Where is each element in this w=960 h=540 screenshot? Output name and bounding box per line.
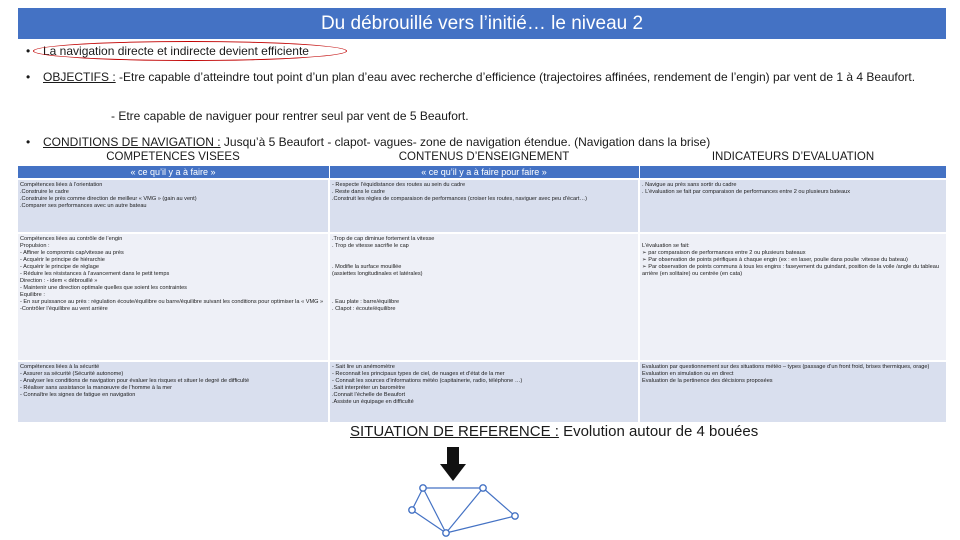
cell-competences: Compétences liées à la sécurité - Assurer sa sécurité (Sécurité autonome) - Analyser les conditions de navigation pour évaluer les risques et situer le degré de difficulté - Réaliser sans assistance la manœuvre de l’homme à la mer - Connaître les signes de fatigue en navigation — [20, 364, 250, 398]
situation-reference — [350, 423, 758, 441]
buoy-icon — [512, 513, 518, 519]
table-header-row — [18, 151, 946, 166]
bullet-navigation-text: La navigation directe et indirecte devient efficiente — [43, 44, 309, 58]
table-row — [18, 234, 946, 360]
objectifs-text: -Etre capable d’atteindre tout point d’un plan d’eau avec recherche d’efficience (trajectoires affinées, rendement de l’engin) par vent de 1 à 4 Beaufort. — [115, 70, 916, 84]
cell-indicateurs: L’évaluation se fait: ➢ par comparaison de performances entre 2 ou plusieurs bateaux ➢ Par observation de points périfiques à chaque engin (ex : en laser, poulie dans poulie :vitesse du bateau) ➢ Par observation de points communs à tous les engins : faseyement du guindant, position de la voile /angle du tableau arrière (en solitaire) ou centrée (en cata) — [642, 243, 939, 277]
cell-indicateurs: . Navigue au près sans sortir du cadre . L’évaluation se fait par comparaison de performances entre 2 ou plusieurs bateaux — [642, 182, 851, 195]
down-arrow-icon — [440, 447, 466, 481]
table-row — [18, 180, 946, 232]
conditions-text: Jusqu’à 5 Beaufort - clapot- vagues- zone de navigation étendue. (Navigation dans la brise) — [220, 135, 711, 149]
table-row — [18, 362, 946, 422]
bullet-dot: • — [26, 70, 31, 84]
buoy-icon — [480, 485, 486, 491]
header-competences: COMPETENCES VISEES — [106, 151, 240, 163]
table-subheader-band — [18, 166, 946, 178]
cell-contenus: .Trop de cap diminue fortement la vitesse . Trop de vitesse sacrifie le cap . Modifie la surface mouillée (assiettes longitudinales et latérales) . Eau plate : barre/équilibre . Clapot : écoute/équilibre — [332, 236, 435, 312]
conditions-label: CONDITIONS DE NAVIGATION : — [43, 135, 221, 149]
slide-title: Du débrouillé vers l’initié… le niveau 2 — [18, 8, 946, 39]
objectifs-label: OBJECTIFS : — [43, 70, 116, 84]
buoy-course-diagram — [365, 478, 565, 538]
situation-text: Evolution autour de 4 bouées — [558, 423, 759, 440]
cell-indicateurs: Evaluation par questionnement sur des situations météo – types (passage d’un front froid, brises thermiques, orage) Evaluation en simulation ou en direct Evaluation de la pertinence des décisions proposées — [642, 364, 930, 384]
band-divider — [639, 166, 640, 178]
header-contenus: CONTENUS D’ENSEIGNEMENT — [398, 151, 570, 163]
cell-competences: Compétences liées à l’orientation .Construire le cadre .Construire le près comme direction de meilleur « VMG » (gain au vent) .Comparer ses performances avec un autre bateau — [20, 182, 197, 209]
subheader-contenus: « ce qu’il y a à faire pour faire » — [421, 167, 547, 177]
bullet-dot: • — [26, 44, 31, 58]
highlight-circle — [33, 41, 347, 61]
buoy-icon — [409, 507, 415, 513]
objectifs-extra-text: - Etre capable de naviguer pour rentrer seul par vent de 5 Beaufort. — [111, 109, 469, 123]
cell-competences: Compétences liées au contrôle de l’engin Propulsion : - Affiner le compromis cap/vitesse au près - Acquérir le principe de hiérarchie - Acquérir le principe de réglage - Réduire les résistances à l’avancement dans le petit temps Direction : - idem « débrouillé » - Maintenir une direction optimale quelles que soient les contraintes Equilibre : - En sur puissance au près : régulation écoute/équilibre ou barre/équilibre suivant les conditions pour optimiser la « VMG » -Contrôler l’équilibre au vent arrière — [20, 236, 324, 312]
subheader-competences: « ce qu’il y a à faire » — [130, 167, 216, 177]
buoy-icon — [443, 530, 449, 536]
situation-label: SITUATION DE REFERENCE : — [350, 423, 559, 440]
cell-contenus: - Respecte l’équidistance des routes au sein du cadre . Reste dans le cadre .Construit les règles de comparaison de performances (croiser les routes, naviguer avec peu d’écart…) — [332, 182, 587, 202]
buoy-icon — [420, 485, 426, 491]
cell-contenus: - Sait lire un anémomètre - Reconnait les principaux types de ciel, de nuages et d’état de la mer - Connait les sources d’informations météo (capitainerie, radio, téléphone …) .Sait interpréter un baromètre .Connait l’échelle de Beaufort .Assiste un équipage en difficulté — [332, 364, 523, 405]
header-indicateurs: INDICATEURS D’EVALUATION — [711, 151, 875, 163]
bullet-dot: • — [26, 135, 31, 149]
